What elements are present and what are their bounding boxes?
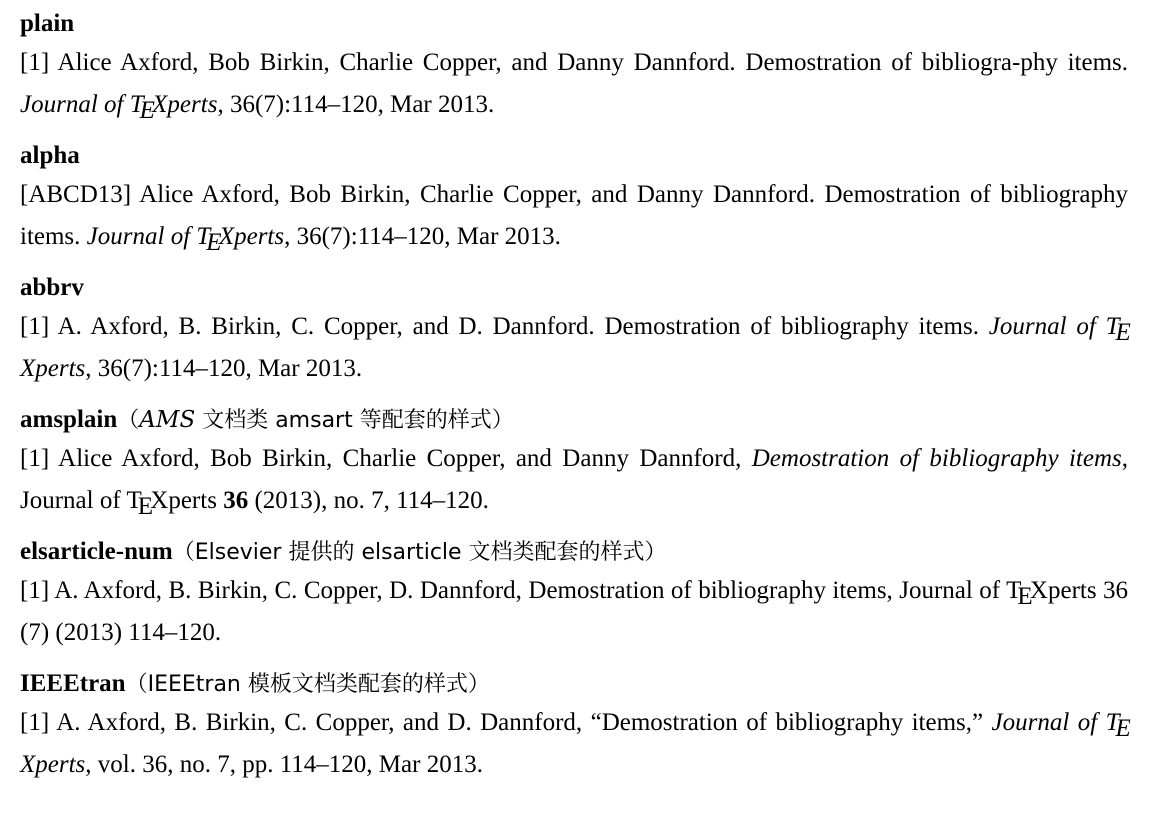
- bib-entry: [20, 174, 1128, 258]
- entry-journal: Journal of TEXperts: [20, 709, 1131, 778]
- entry-volume: 36: [223, 487, 249, 514]
- entry-authors: Alice Axford, Bob Birkin, Charlie Copper, and Danny Dannford.: [139, 181, 815, 208]
- entry-ref: [ABCD13]: [20, 181, 132, 208]
- entry-title: Demostration of bibliography items.: [604, 313, 979, 340]
- style-section-alpha: [20, 138, 1128, 258]
- style-section-amsplain: [20, 402, 1128, 522]
- entry-details: , 36(7):114–120, Mar 2013.: [85, 355, 363, 382]
- bib-entry: [20, 438, 1128, 522]
- entry-authors: Alice Axford, Bob Birkin, Charlie Copper, and Danny Dannford,: [58, 445, 742, 472]
- entry-title: Demostration of bibliography items, Journal of TEXperts: [528, 577, 1097, 610]
- style-heading: [20, 666, 1128, 702]
- entry-authors: A. Axford, B. Birkin, C. Copper, D. Dannford,: [54, 577, 522, 604]
- entry-authors: A. Axford, B. Birkin, C. Copper, and D. Dannford.: [57, 313, 595, 340]
- style-note: （AMS 文档类 amsart 等配套的样式）: [117, 407, 514, 433]
- entry-ref: [1]: [20, 577, 50, 604]
- style-heading: [20, 138, 1128, 174]
- style-name: IEEEtran: [20, 670, 126, 697]
- entry-ref: [1]: [20, 313, 50, 340]
- entry-ref: [1]: [20, 709, 50, 736]
- style-heading: [20, 270, 1128, 306]
- style-heading: [20, 534, 1128, 570]
- style-section-ieeetran: [20, 666, 1131, 786]
- style-name: alpha: [20, 142, 80, 169]
- entry-journal: Journal of TEXperts: [20, 91, 218, 124]
- style-note: （IEEEtran 模板文档类配套的样式）: [125, 672, 490, 697]
- entry-title: Demostration of bibliography items: [751, 445, 1122, 472]
- entry-authors: Alice Axford, Bob Birkin, Charlie Copper, and Danny Dannford.: [57, 49, 736, 76]
- style-heading: [20, 402, 1128, 438]
- entry-title: Demostration of bibliogra-phy items.: [745, 49, 1128, 76]
- entry-details: (2013), no. 7, 114–120.: [248, 487, 489, 514]
- entry-ref: [1]: [20, 49, 50, 76]
- style-heading: [20, 6, 1128, 42]
- bib-entry: [20, 306, 1131, 390]
- style-note: （Elsevier 提供的 elsarticle 文档类配套的样式）: [172, 540, 667, 565]
- entry-title: “Demostration of bibliography items,”: [590, 709, 984, 736]
- entry-journal: , Journal of TEXperts: [20, 445, 1128, 520]
- style-section-elsarticle-num: [20, 534, 1128, 654]
- entry-details: 36 (7) (2013) 114–120.: [20, 577, 1129, 646]
- style-section-plain: [20, 6, 1128, 126]
- entry-details: , vol. 36, no. 7, pp. 114–120, Mar 2013.: [85, 751, 483, 778]
- bibliography-styles-page: [20, 6, 1131, 798]
- entry-details: , 36(7):114–120, Mar 2013.: [284, 223, 561, 250]
- entry-authors: A. Axford, B. Birkin, C. Copper, and D. Dannford,: [56, 709, 583, 736]
- style-name: elsarticle-num: [20, 538, 173, 565]
- ams-logo: AMS: [139, 407, 196, 433]
- bib-entry: [20, 702, 1131, 786]
- style-section-abbrv: [20, 270, 1131, 390]
- entry-journal: Journal of TEXperts: [20, 313, 1131, 382]
- bib-entry: [20, 42, 1128, 126]
- entry-journal: Journal of TEXperts: [86, 223, 285, 256]
- entry-details: , 36(7):114–120, Mar 2013.: [217, 91, 495, 118]
- style-name: amsplain: [20, 406, 118, 433]
- entry-title: Demostration of bibliography items.: [20, 181, 1129, 250]
- style-name: abbrv: [20, 274, 84, 301]
- bib-entry: [20, 570, 1128, 654]
- style-name: plain: [20, 10, 75, 37]
- entry-ref: [1]: [20, 445, 50, 472]
